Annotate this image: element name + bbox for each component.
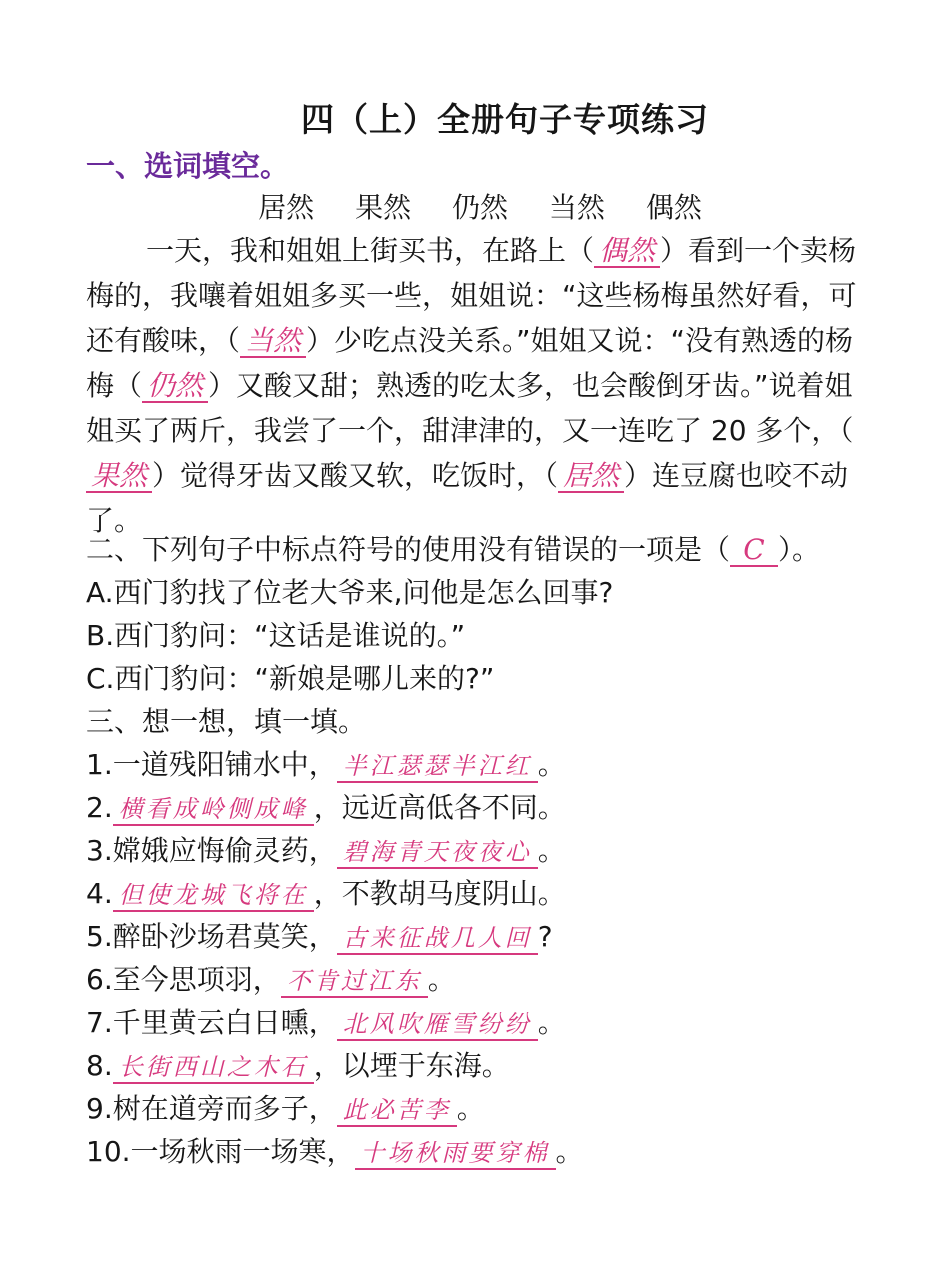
paragraph-text: ）看到一个卖杨梅的，我嚷着姐姐多买一些，姐姐说：“这些杨梅虽然好看，可还有酸味，（ <box>86 234 857 357</box>
paragraph-text: ）少吃点没关系。”姐姐又说：“没有熟透的杨梅（ <box>86 324 854 402</box>
poem-text: 10.一场秋雨一场寒， <box>86 1135 355 1168</box>
page-title: 四（上）全册句子专项练习 <box>301 100 709 139</box>
option-a: A.西门豹找了位老大爷来,问他是怎么回事? <box>86 576 614 609</box>
poem-text: 。 <box>537 834 566 867</box>
paragraph-text: ）觉得牙齿又酸又软，吃饭时，（ <box>152 459 559 492</box>
poem-answer[interactable]: 北风吹雁雪纷纷 <box>337 1009 538 1041</box>
question-end: ）。 <box>778 533 821 566</box>
poem-line <box>86 1130 584 1170</box>
question-text: 二、下列句子中标点符号的使用没有错误的一项是（ <box>86 533 731 566</box>
poem-line <box>86 1001 566 1041</box>
poem-text: 2. <box>86 791 113 824</box>
answer-blank[interactable]: C <box>730 535 778 567</box>
answer-blank[interactable]: 偶然 <box>594 236 660 268</box>
poem-line <box>86 786 566 826</box>
poem-line <box>86 872 566 912</box>
poem-text: 。 <box>456 1092 485 1125</box>
poem-answer[interactable]: 不肯过江东 <box>281 966 428 998</box>
poem-text: 6.至今思项羽， <box>86 963 281 996</box>
option-b: B.西门豹问：“这话是谁说的。” <box>86 619 466 652</box>
poem-answer[interactable]: 但使龙城飞将在 <box>113 880 314 912</box>
poem-line <box>86 915 553 955</box>
poem-text: ? <box>537 920 553 953</box>
poem-line <box>86 1087 485 1127</box>
poem-text: 9.树在道旁而多子， <box>86 1092 337 1125</box>
poem-text: 。 <box>427 963 456 996</box>
poem-line <box>86 958 456 998</box>
poem-line <box>86 743 566 783</box>
poem-text: 8. <box>86 1049 113 1082</box>
word-bank-item: 仍然 <box>451 191 508 224</box>
word-bank-item: 当然 <box>548 191 605 224</box>
word-bank-item: 果然 <box>355 191 412 224</box>
section3-heading: 三、想一想，填一填。 <box>86 705 367 738</box>
section1-heading: 一、选词填空。 <box>86 149 290 183</box>
fill-in-paragraph <box>86 228 876 543</box>
answer-blank[interactable]: 仍然 <box>142 371 208 403</box>
poem-answer[interactable]: 长街西山之木石 <box>113 1052 314 1084</box>
paragraph-text: ）又酸又甜；熟透的吃太多，也会酸倒牙齿。”说着姐姐买了两斤，我尝了一个，甜津津的，又一连吃了 20 多个，（ <box>86 369 854 447</box>
poem-text: 。 <box>555 1135 584 1168</box>
poem-text: 。 <box>537 748 566 781</box>
word-bank-item: 偶然 <box>645 191 702 224</box>
answer-blank[interactable]: 果然 <box>86 461 152 493</box>
poem-answer[interactable]: 古来征战几人回 <box>337 923 538 955</box>
poem-text: 。 <box>537 1006 566 1039</box>
poem-answer[interactable]: 碧海青天夜夜心 <box>337 837 538 869</box>
paragraph-text: 一天，我和姐姐上街买书，在路上（ <box>146 234 595 267</box>
poem-text: ，以堙于东海。 <box>313 1049 510 1082</box>
poem-text: 1.一道残阳铺水中， <box>86 748 337 781</box>
poem-answer[interactable]: 十场秋雨要穿棉 <box>355 1138 556 1170</box>
poem-text: ，不教胡马度阴山。 <box>313 877 566 910</box>
poem-answer[interactable]: 半江瑟瑟半江红 <box>337 751 538 783</box>
answer-blank[interactable]: 居然 <box>558 461 624 493</box>
word-bank <box>0 186 950 226</box>
section2-question <box>86 528 820 568</box>
poem-line <box>86 1044 510 1084</box>
poem-text: 3.嫦娥应悔偷灵药， <box>86 834 337 867</box>
poem-text: 4. <box>86 877 113 910</box>
poem-line <box>86 829 566 869</box>
answer-blank[interactable]: 当然 <box>240 326 306 358</box>
poem-answer[interactable]: 横看成岭侧成峰 <box>113 794 314 826</box>
poem-text: 7.千里黄云白日曛， <box>86 1006 337 1039</box>
option-c: C.西门豹问：“新娘是哪儿来的?” <box>86 662 495 695</box>
poem-answer[interactable]: 此必苦李 <box>337 1095 457 1127</box>
poem-text: 5.醉卧沙场君莫笑， <box>86 920 337 953</box>
paragraph-text: ）连豆腐也咬不动了。 <box>86 459 849 537</box>
poem-text: ，远近高低各不同。 <box>313 791 566 824</box>
word-bank-item: 居然 <box>258 191 315 224</box>
